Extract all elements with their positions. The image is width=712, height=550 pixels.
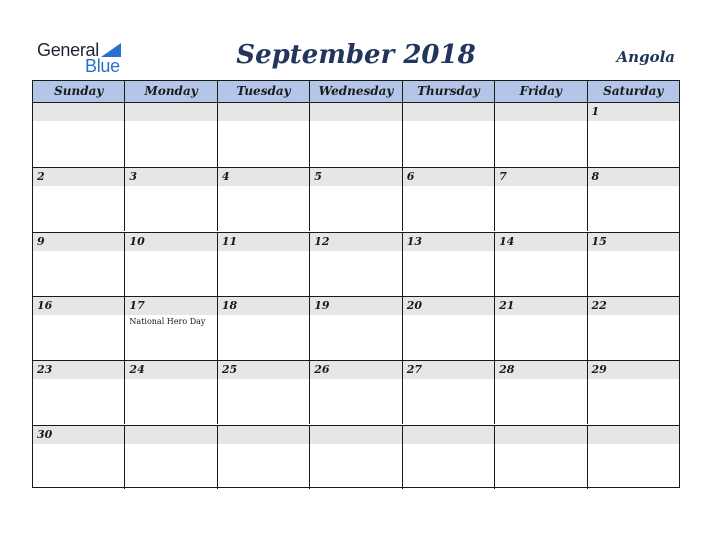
day-number: 29: [591, 363, 607, 377]
day-number: 27: [406, 363, 422, 377]
calendar-day-cell: [33, 297, 124, 360]
calendar-week-row: [33, 232, 679, 296]
day-number: 13: [406, 234, 422, 248]
day-number-strip: [33, 233, 124, 251]
calendar-day-cell: [217, 233, 309, 296]
calendar-day-cell: [309, 103, 401, 167]
holiday-label: National Hero Day: [129, 316, 206, 326]
calendar-day-cell: [494, 426, 586, 489]
day-number-strip: [125, 103, 216, 121]
day-number: 28: [499, 363, 515, 377]
weekday-header: Monday: [124, 81, 216, 102]
calendar-week-row: [33, 425, 679, 489]
day-number-strip: [403, 168, 494, 186]
day-number: 9: [37, 234, 45, 248]
weekday-header: Thursday: [402, 81, 494, 102]
day-number: 6: [406, 170, 415, 184]
weekday-header: Saturday: [587, 81, 679, 102]
calendar-day-cell: [402, 297, 494, 360]
calendar-week-row: [33, 360, 679, 424]
day-number: 26: [314, 363, 330, 377]
logo-text-general: General: [37, 40, 99, 60]
day-number-strip: [403, 103, 494, 121]
day-number-strip: [403, 426, 494, 444]
day-number: 21: [499, 298, 515, 312]
day-number-strip: [218, 426, 309, 444]
day-number: 5: [314, 170, 322, 184]
day-number-strip: [310, 426, 401, 444]
day-number-strip: [588, 426, 679, 444]
day-number: 15: [591, 234, 607, 248]
day-number-strip: [33, 168, 124, 186]
calendar-week-row: [33, 103, 679, 167]
day-number-strip: [495, 103, 586, 121]
day-number-strip: [588, 103, 679, 121]
calendar-day-cell: [217, 361, 309, 424]
calendar-day-cell: [494, 361, 586, 424]
day-number: 2: [37, 170, 45, 184]
calendar-day-cell: [33, 103, 124, 167]
weekday-header: Sunday: [54, 84, 104, 98]
calendar-title: September 2018: [236, 40, 476, 70]
day-number: 20: [406, 298, 422, 312]
calendar-day-cell: [33, 361, 124, 424]
day-number: 7: [499, 170, 507, 184]
calendar-day-cell: [124, 168, 216, 231]
day-number: 1: [591, 105, 600, 118]
day-number-strip: [495, 168, 586, 186]
day-number: 18: [221, 298, 238, 312]
calendar-day-cell: [124, 103, 216, 167]
calendar-day-cell: [494, 297, 586, 360]
weekday-header-row: [33, 81, 679, 103]
calendar-day-cell: [309, 426, 401, 489]
calendar-day-cell: [33, 426, 124, 489]
logo-text-blue: Blue: [85, 56, 120, 76]
calendar-day-cell: [124, 233, 216, 296]
day-number-strip: [310, 168, 401, 186]
calendar-day-cell: [217, 426, 309, 489]
calendar-day-cell: [402, 233, 494, 296]
day-number: 11: [221, 234, 238, 248]
day-number: 25: [221, 363, 238, 377]
weekday-header: Wednesday: [309, 81, 401, 102]
day-number: 30: [37, 427, 53, 441]
calendar-day-cell: [494, 168, 586, 231]
calendar-day-cell: [309, 297, 401, 360]
calendar-day-cell: [309, 361, 401, 424]
calendar-day-cell: [587, 361, 679, 424]
calendar-day-cell: [217, 297, 309, 360]
day-number-strip: [218, 103, 309, 121]
calendar-day-cell: [402, 168, 494, 231]
calendar-day-cell: [587, 103, 679, 167]
calendar-grid: [32, 80, 680, 488]
weekday-header: Friday: [494, 81, 586, 102]
calendar-day-cell: [587, 297, 679, 360]
calendar-day-cell: [309, 233, 401, 296]
day-number-strip: [218, 168, 309, 186]
weekday-header: Tuesday: [217, 81, 309, 102]
calendar-day-cell: [124, 297, 216, 360]
day-number: 3: [129, 170, 138, 184]
day-number-strip: [33, 103, 124, 121]
calendar-day-cell: [217, 168, 309, 231]
calendar-day-cell: [124, 426, 216, 489]
calendar-day-cell: [33, 168, 124, 231]
calendar-week-row: [33, 167, 679, 231]
calendar-day-cell: [587, 168, 679, 231]
day-number: 17: [129, 298, 145, 312]
calendar-week-row: [33, 296, 679, 360]
calendar-day-cell: [587, 426, 679, 489]
country-label: Angola: [616, 48, 675, 66]
day-number: 14: [499, 234, 515, 248]
day-number: 19: [314, 298, 330, 312]
calendar-day-cell: [217, 103, 309, 167]
day-number: 4: [221, 170, 230, 184]
calendar-day-cell: [402, 426, 494, 489]
calendar-day-cell: [494, 103, 586, 167]
day-number-strip: [495, 426, 586, 444]
day-number: 24: [129, 363, 145, 377]
calendar-day-cell: [402, 361, 494, 424]
day-number: 8: [591, 170, 600, 184]
day-number: 12: [314, 234, 330, 248]
calendar-day-cell: [309, 168, 401, 231]
calendar-day-cell: [587, 233, 679, 296]
day-number: 22: [591, 298, 607, 312]
day-number: 23: [37, 363, 53, 377]
calendar-day-cell: [33, 233, 124, 296]
calendar-day-cell: [494, 233, 586, 296]
day-number-strip: [125, 168, 216, 186]
calendar-day-cell: [124, 361, 216, 424]
day-number-strip: [310, 103, 401, 121]
calendar-day-cell: [402, 103, 494, 167]
day-number-strip: [588, 168, 679, 186]
day-number: 16: [37, 298, 53, 312]
day-number-strip: [125, 426, 216, 444]
day-number: 10: [129, 234, 145, 248]
